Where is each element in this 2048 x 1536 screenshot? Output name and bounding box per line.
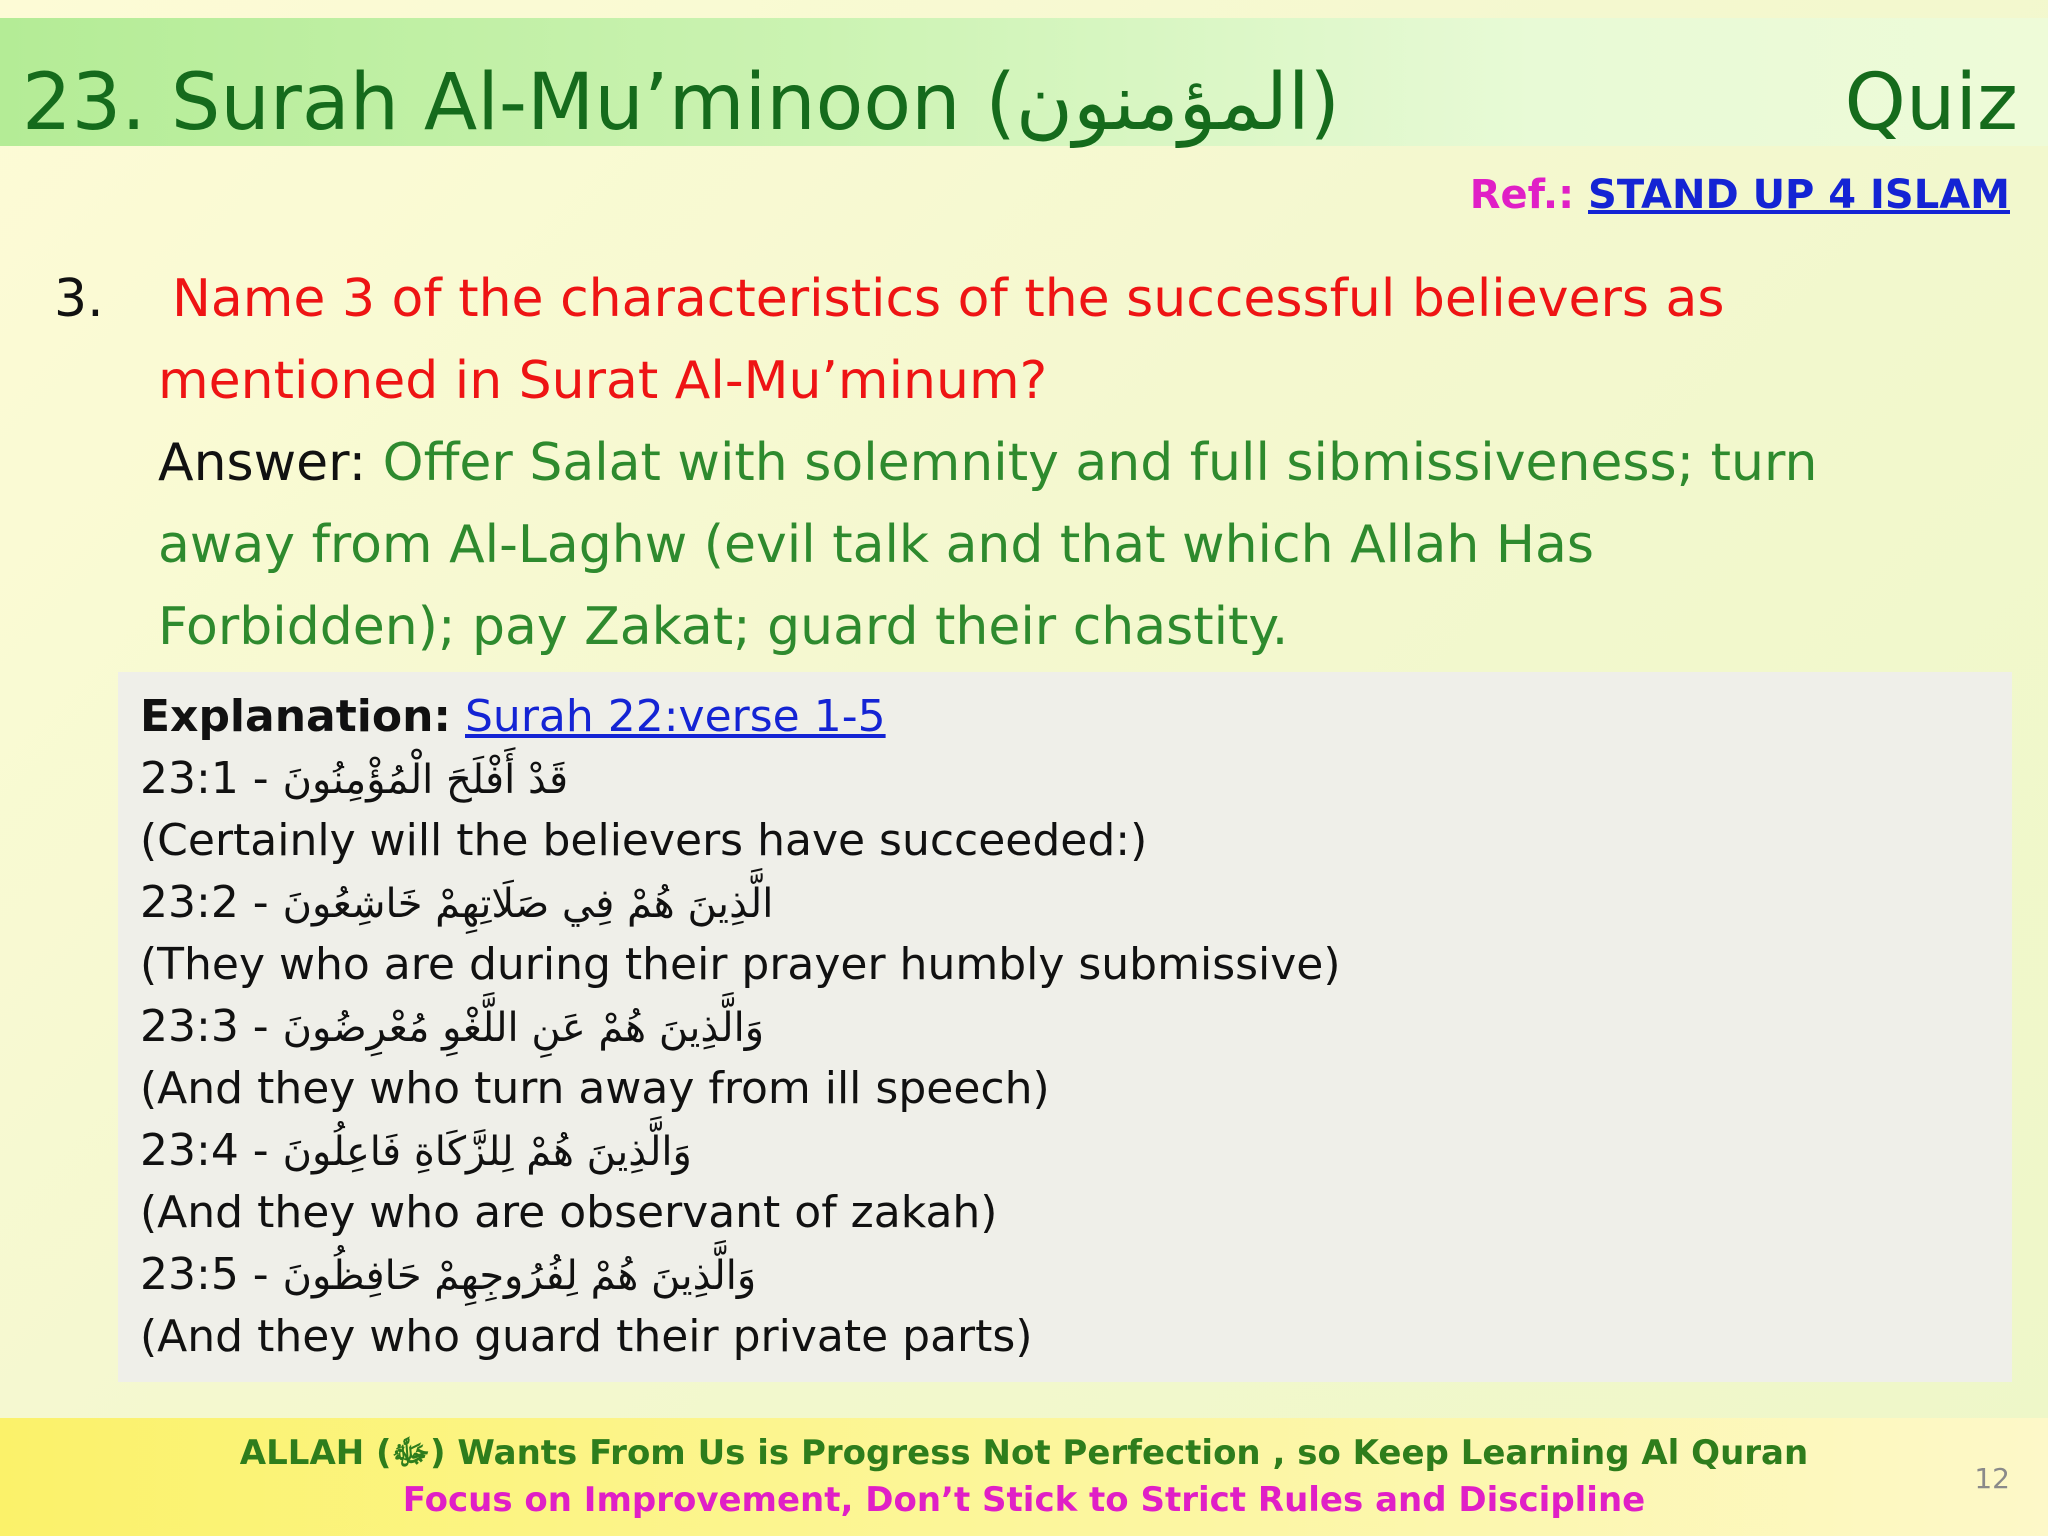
verse-ref: 23:5 - [140,1249,283,1300]
verse-row [140,1120,1341,1182]
explanation-link[interactable]: Surah 22:verse 1-5 [465,691,886,742]
reference-label: Ref.: [1469,172,1575,218]
explanation-panel [118,672,2012,1382]
question-line: mentioned in Surat Al-Mu’minum? [158,351,1048,411]
question-line: Name 3 of the characteristics of the successful believers as [172,269,1725,329]
answer-text: Offer Salat with solemnity and full sibmissiveness; turn [382,433,1818,493]
explanation-label: Explanation: [140,691,451,742]
verse-ref: 23:1 - [140,753,283,804]
answer-line [158,422,1998,504]
answer-line: Forbidden); pay Zakat; guard their chastity. [158,597,1289,657]
verse-translation: (And they who are observant of zakah) [140,1187,998,1238]
explanation-content [140,686,1341,1368]
title-prefix: 23. Surah Al-Mu’minoon ( [22,58,1016,148]
question-number: 3. [54,269,104,329]
footer-banner [0,1418,2048,1536]
verse-arabic: وَالَّذِينَ هُمْ عَنِ اللَّغْوِ مُعْرِضُونَ [282,1005,765,1051]
verse-ref: 23:4 - [140,1125,283,1176]
footer-motto: ALLAH (ﷻ) Wants From Us is Progress Not Perfection , so Keep Learning Al Quran [239,1433,1809,1473]
answer-label: Answer: [158,433,367,493]
verse-row [140,872,1341,934]
explanation-header [140,686,1341,748]
quiz-label: Quiz [1844,58,2018,148]
reference-link[interactable]: STAND UP 4 ISLAM [1588,172,2010,218]
title-arabic: المؤمنون [1015,58,1310,148]
verse-arabic: قَدْ أَفْلَحَ الْمُؤْمِنُونَ [282,757,569,803]
verse-ref: 23:2 - [140,877,283,928]
verse-arabic: وَالَّذِينَ هُمْ لِلزَّكَاةِ فَاعِلُونَ [282,1129,692,1175]
verse-arabic: وَالَّذِينَ هُمْ لِفُرُوجِهِمْ حَافِظُونَ [282,1253,757,1299]
question-block [158,258,1998,668]
verse-translation: (Certainly will the believers have succeeded:) [140,815,1148,866]
page-number: 12 [1974,1462,2010,1495]
verse-translation: (And they who guard their private parts) [140,1311,1033,1362]
footer-tagline: Focus on Improvement, Don’t Stick to Strict Rules and Discipline [402,1480,1646,1520]
reference [1470,168,2010,222]
verse-row [140,1244,1341,1306]
answer-line: away from Al-Laghw (evil talk and that which Allah Has [158,515,1594,575]
slide-title [22,48,1340,158]
verse-translation: (And they who turn away from ill speech) [140,1063,1050,1114]
verse-row [140,996,1341,1058]
verse-ref: 23:3 - [140,1001,283,1052]
title-bar [0,18,2048,146]
verse-row [140,748,1341,810]
verse-arabic: الَّذِينَ هُمْ فِي صَلَاتِهِمْ خَاشِعُونَ [282,881,774,927]
title-suffix: ) [1309,58,1340,148]
verse-translation: (They who are during their prayer humbly submissive) [140,939,1341,990]
